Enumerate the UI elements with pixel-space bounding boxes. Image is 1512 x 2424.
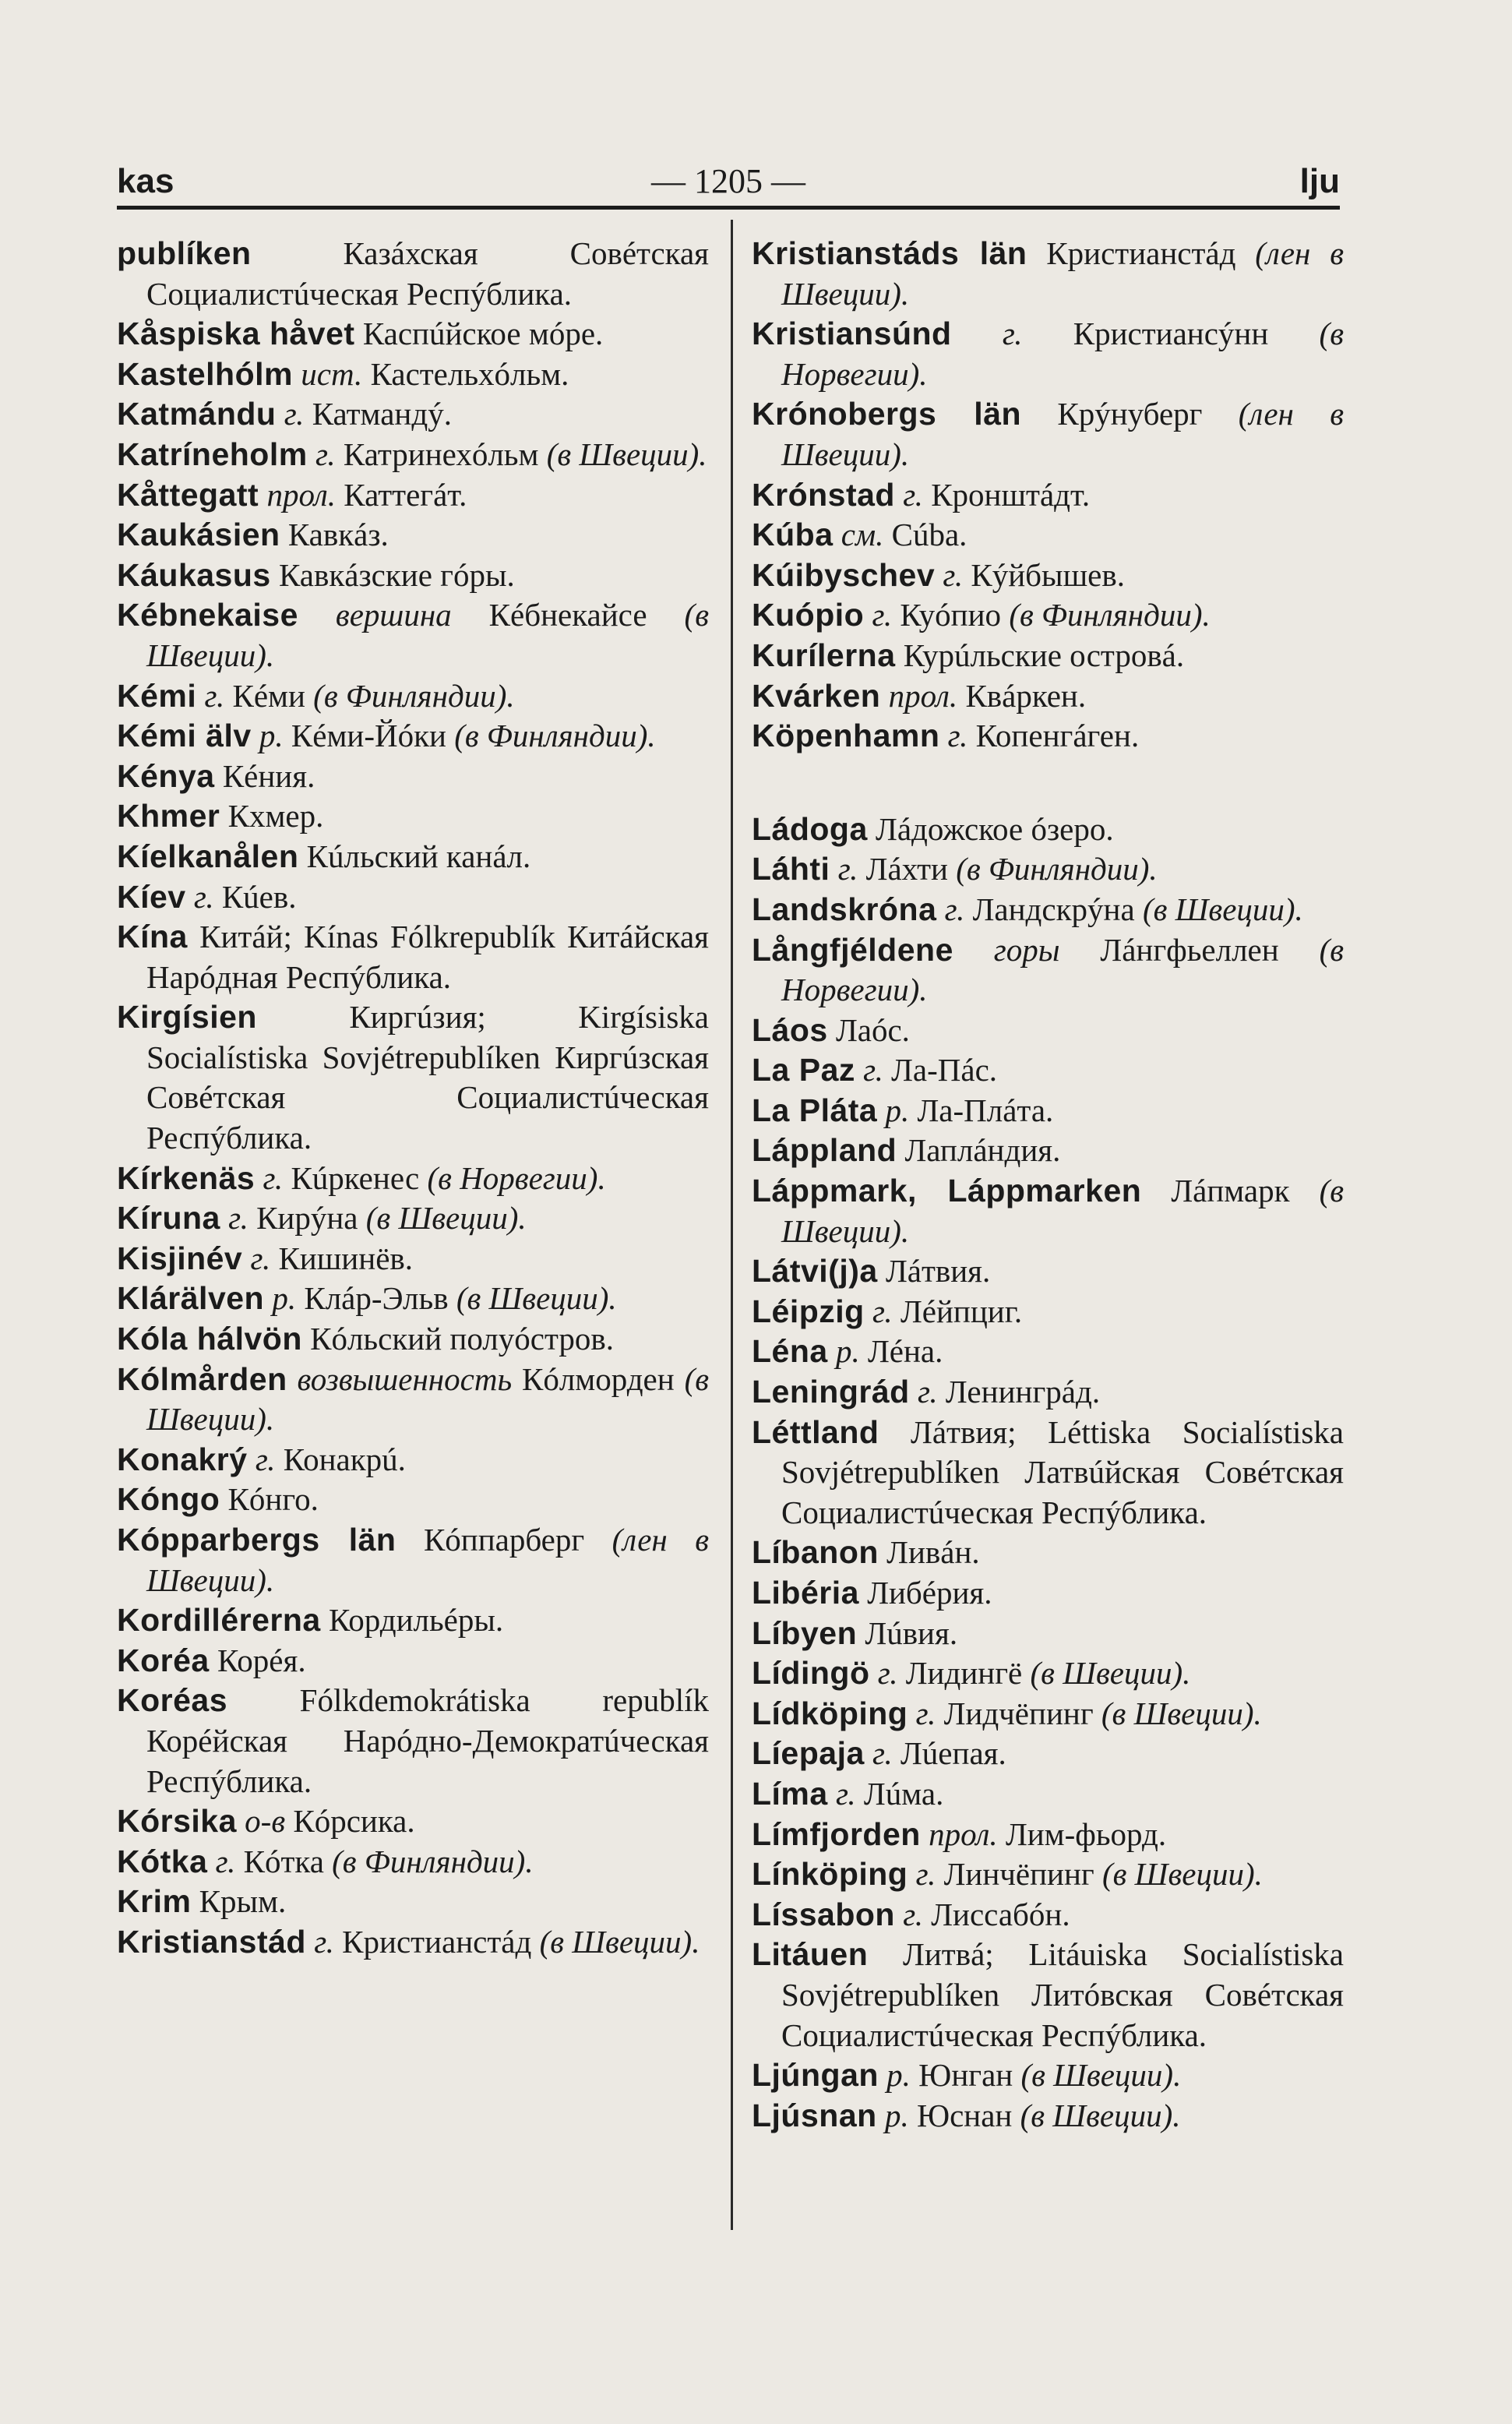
entry-headword: Kíev	[117, 878, 186, 915]
entry-headword: Kótka	[117, 1843, 208, 1879]
dictionary-entry	[752, 890, 1344, 930]
dictionary-entry	[117, 234, 709, 314]
entry-translation: Лим-фьорд.	[1005, 1815, 1167, 1852]
right-column	[752, 234, 1344, 2136]
dictionary-entry	[117, 1319, 709, 1360]
dictionary-entry	[117, 837, 709, 877]
dictionary-entry	[117, 475, 709, 516]
entry-abbreviation: г.	[215, 1843, 236, 1879]
entry-headword: Kristianstád	[117, 1923, 306, 1960]
entry-translation: Лáхти	[865, 851, 948, 887]
dictionary-entry	[117, 355, 709, 395]
dictionary-entry	[117, 595, 709, 676]
entry-headword: Líssabon	[752, 1896, 895, 1932]
entry-headword: Kristiansúnd	[752, 316, 952, 352]
entry-note: (в Норвегии).	[427, 1159, 606, 1196]
entry-translation: Китáй; Kínas Fólkrepublík Китáйская Нарóдная Респýблика.	[146, 919, 709, 995]
entry-translation: Квáркен.	[965, 677, 1087, 714]
entry-abbreviation: г.	[915, 1856, 936, 1893]
dictionary-entry	[752, 1131, 1344, 1171]
entry-abbreviation: г.	[263, 1159, 284, 1196]
entry-headword: Kirgísien	[117, 999, 257, 1036]
dictionary-entry	[752, 1372, 1344, 1413]
entry-headword: Kaukásien	[117, 517, 280, 553]
entry-headword: Khmer	[117, 798, 220, 834]
entry-headword: Ljúngan	[752, 2057, 879, 2094]
entry-headword: Léttland	[752, 1413, 879, 1450]
entry-abbreviation: р.	[259, 718, 284, 754]
entry-note: (в Швеции).	[365, 1200, 527, 1237]
entry-translation: Кóтка	[243, 1843, 324, 1879]
dictionary-entry	[117, 1801, 709, 1842]
entry-abbreviation: г.	[1002, 316, 1023, 352]
entry-abbreviation: прол.	[266, 476, 337, 513]
entry-note: (в Швеции).	[1030, 1655, 1191, 1692]
dictionary-entry	[117, 1882, 709, 1922]
entry-abbreviation: г.	[255, 1441, 276, 1477]
entry-translation: Лáтвия; Léttiska Socialístiska Sovjétrepublíken Латвúйская Совéтская Социалистúческая Респýблика.	[781, 1413, 1345, 1530]
entry-headword: Kristianstáds län	[752, 235, 1027, 271]
entry-abbreviation: см.	[841, 517, 884, 553]
entry-note: (в Финляндии).	[332, 1843, 534, 1879]
dictionary-entry	[752, 394, 1344, 475]
entry-headword: Líma	[752, 1775, 828, 1812]
entry-headword: Kúibyschev	[752, 556, 936, 593]
dictionary-entry	[752, 930, 1344, 1011]
entry-translation: Кéния.	[222, 757, 315, 794]
dictionary-entry	[752, 636, 1344, 676]
entry-headword: Kémi älv	[117, 718, 252, 754]
entry-translation: Юнган	[918, 2057, 1013, 2094]
entry-headword: Kóla hálvön	[117, 1321, 302, 1357]
dictionary-entry	[752, 2096, 1344, 2136]
column-divider	[731, 220, 733, 2230]
dictionary-entry	[117, 1279, 709, 1319]
dictionary-entry	[117, 556, 709, 596]
entry-abbreviation: г.	[872, 1293, 893, 1329]
entry-headword: Krim	[117, 1883, 192, 1920]
dictionary-entry	[752, 1533, 1344, 1573]
entry-note: (в Норвегии).	[781, 316, 1344, 392]
entry-abbreviation: г.	[917, 1374, 938, 1410]
entry-headword: Konakrý	[117, 1441, 248, 1477]
entry-abbreviation: г.	[903, 476, 923, 513]
entry-abbreviation: вершина	[335, 597, 452, 633]
entry-headword: Litáuen	[752, 1936, 869, 1973]
entry-translation: Кордильéры.	[328, 1602, 504, 1639]
right-column-l-section	[752, 810, 1344, 2136]
entry-translation: Fólkdemokrátiska republík Корéйская Нарóдно-Демократúческая Респýблика.	[146, 1682, 709, 1799]
entry-translation: Лидчёпинг	[943, 1695, 1094, 1731]
entry-translation: Лéйпциг.	[900, 1293, 1023, 1329]
entry-note: (в Швеции).	[146, 597, 709, 673]
entry-translation: Кóппарберг	[423, 1522, 585, 1558]
dictionary-entry	[117, 1641, 709, 1681]
dictionary-entry	[752, 676, 1344, 717]
entry-headword: Kastelhólm	[117, 355, 293, 392]
entry-headword: Kíruna	[117, 1200, 220, 1237]
entry-abbreviation: возвышенность	[297, 1360, 513, 1397]
entry-note: (в Швеции).	[781, 1173, 1345, 1249]
dictionary-entry	[752, 1935, 1344, 2055]
dictionary-entry	[752, 1251, 1344, 1292]
entry-headword: Láos	[752, 1011, 828, 1048]
entry-note: (в Финляндии).	[1009, 597, 1211, 633]
entry-translation: Лиссабóн.	[931, 1896, 1070, 1932]
entry-headword: Kémi	[117, 677, 197, 714]
entry-translation: Лúма.	[863, 1775, 944, 1812]
dictionary-entry	[752, 1011, 1344, 1051]
entry-translation: Конакрú.	[283, 1441, 406, 1477]
entry-translation: Кéми	[232, 677, 305, 714]
entry-headword: Kisjinév	[117, 1240, 243, 1276]
dictionary-entry	[752, 556, 1344, 596]
entry-headword: Koréas	[117, 1682, 228, 1719]
entry-headword: Límfjorden	[752, 1815, 921, 1852]
dictionary-entry	[117, 676, 709, 717]
dictionary-entry	[117, 1480, 709, 1520]
entry-translation: Клáр-Эльв	[304, 1280, 449, 1317]
entry-translation: Литвá; Litáuiska Socialístiska Sovjétrepublíken Литóвская Совéтская Социалистúческая Респýблика.	[781, 1936, 1344, 2053]
entry-headword: Láhti	[752, 851, 830, 887]
entry-abbreviation: р.	[835, 1333, 860, 1370]
entry-abbreviation: г.	[872, 597, 893, 633]
entry-note: (в Финляндии).	[313, 677, 515, 714]
dictionary-entry	[752, 1774, 1344, 1815]
entry-translation: Лáдожское óзеро.	[876, 810, 1114, 847]
entry-headword: Kurílerna	[752, 637, 896, 673]
entry-abbreviation: ист.	[301, 355, 363, 392]
entry-abbreviation: г.	[915, 1695, 936, 1731]
entry-headword: Kúba	[752, 517, 834, 553]
dictionary-entry	[117, 917, 709, 997]
dictionary-entry	[752, 1734, 1344, 1774]
entry-abbreviation: г.	[250, 1240, 271, 1276]
entry-note: (лен в Швеции).	[781, 235, 1345, 312]
entry-translation: Кýйбышев.	[971, 556, 1125, 593]
entry-abbreviation: г.	[204, 677, 225, 714]
dictionary-entry	[117, 1600, 709, 1641]
dictionary-entry	[117, 997, 709, 1158]
entry-translation: Ленингрáд.	[945, 1374, 1101, 1410]
entry-translation: Кéбнекайсе	[488, 597, 647, 633]
entry-headword: Kírkenäs	[117, 1159, 256, 1196]
entry-headword: Kólmården	[117, 1360, 287, 1397]
entry-translation: Кóльский полуóстров.	[310, 1321, 614, 1357]
entry-headword: Kénya	[117, 757, 215, 794]
entry-translation: Лúепая.	[901, 1735, 1006, 1772]
entry-translation: Лáтвия.	[885, 1253, 991, 1290]
dictionary-entry	[117, 1842, 709, 1882]
dictionary-entry	[752, 1413, 1344, 1533]
entry-translation: Кристианстáд	[1046, 235, 1236, 271]
entry-translation: Кавкáз.	[287, 517, 389, 553]
entry-translation: Лéна.	[867, 1333, 943, 1370]
entry-translation: Кхмер.	[227, 798, 324, 834]
dictionary-entry	[752, 1614, 1344, 1654]
entry-headword: Kópparbergs län	[117, 1522, 397, 1558]
dictionary-entry	[117, 757, 709, 797]
entry-note: (в Швеции).	[456, 1280, 617, 1317]
entry-headword: Lídköping	[752, 1695, 908, 1731]
dictionary-entry	[117, 1159, 709, 1199]
entry-note: (в Норвегии).	[781, 931, 1345, 1008]
dictionary-entry	[752, 716, 1344, 757]
entry-translation: Кавкáзские гóры.	[278, 556, 515, 593]
dictionary-entry	[117, 435, 709, 475]
entry-abbreviation: г.	[903, 1896, 923, 1932]
entry-abbreviation: г.	[863, 1052, 883, 1089]
dictionary-entry	[752, 595, 1344, 636]
entry-headword: Káukasus	[117, 556, 271, 593]
entry-translation: Линчёпинг	[943, 1856, 1094, 1893]
entry-translation: Лидингё	[905, 1655, 1023, 1692]
entry-translation: Кéми-Йóки	[291, 718, 446, 754]
dictionary-entry	[752, 1091, 1344, 1131]
entry-headword: Kordillérerna	[117, 1602, 321, 1639]
entry-headword: Kórsika	[117, 1803, 237, 1840]
entry-note: (в Швеции).	[1020, 2097, 1181, 2133]
right-column-k-section	[752, 234, 1344, 757]
entry-translation: Катринехóльм	[343, 436, 539, 472]
entry-abbreviation: г.	[193, 878, 214, 915]
entry-translation: Либéрия.	[867, 1575, 992, 1611]
dictionary-entry	[117, 515, 709, 556]
entry-headword: Ládoga	[752, 810, 868, 847]
entry-headword: Långfjéldene	[752, 931, 953, 968]
entry-translation: Кóлморден	[521, 1360, 675, 1397]
entry-note: (в Швеции).	[539, 1923, 700, 1960]
dictionary-entry	[752, 475, 1344, 516]
entry-translation: Кúев.	[221, 878, 297, 915]
dictionary-entry	[117, 1360, 709, 1440]
dictionary-entry	[117, 1520, 709, 1600]
entry-translation: Копенгáген.	[975, 718, 1140, 754]
dictionary-entry	[752, 849, 1344, 890]
entry-note: (в Швеции).	[1101, 1856, 1263, 1893]
entry-translation: Кóнго.	[227, 1481, 319, 1518]
entry-headword: Láppmark, Láppmarken	[752, 1173, 1142, 1209]
dictionary-entry	[752, 1573, 1344, 1614]
entry-translation: Кирýна	[256, 1200, 358, 1237]
entry-translation: Катмандý.	[312, 396, 452, 432]
entry-abbreviation: г.	[315, 436, 336, 472]
entry-note: (в Швеции).	[1142, 891, 1303, 927]
running-header	[117, 160, 1340, 210]
entry-translation: Ландскрýна	[972, 891, 1135, 927]
entry-translation: Кишинёв.	[278, 1240, 414, 1276]
entry-abbreviation: р.	[885, 1092, 910, 1128]
entry-headword: Kóngo	[117, 1481, 220, 1518]
dictionary-entry	[117, 716, 709, 757]
entry-translation: Корéя.	[217, 1642, 306, 1678]
entry-headword: Kvárken	[752, 677, 881, 714]
dictionary-entry	[117, 1681, 709, 1801]
entry-headword: Látvi(j)a	[752, 1253, 878, 1290]
entry-headword: Líepaja	[752, 1735, 865, 1772]
dictionary-entry	[752, 1694, 1344, 1734]
dictionary-entry	[117, 1239, 709, 1279]
dictionary-entry	[752, 1332, 1344, 1372]
entry-translation: Лаóс.	[835, 1011, 910, 1048]
entry-headword: Kébnekaise	[117, 597, 298, 633]
entry-headword: Kåttegatt	[117, 476, 259, 513]
entry-headword: Klárälven	[117, 1280, 265, 1317]
dictionary-entry	[752, 1895, 1344, 1935]
page-number: — 1205 —	[651, 162, 805, 200]
dictionary-entry	[752, 1050, 1344, 1091]
dictionary-entry	[752, 1171, 1344, 1251]
dictionary-entry	[117, 877, 709, 918]
entry-translation: Каттегáт.	[344, 476, 467, 513]
entry-abbreviation: г.	[943, 556, 964, 593]
entry-translation: Киргúзия; Kirgísiska Socialístiska Sovjétrepublíken Киргúзская Совéтская Социалистúческая Респýблика.	[146, 999, 710, 1156]
entry-note: (лен в Швеции).	[146, 1522, 709, 1598]
entry-note: (в Швеции).	[1020, 2057, 1182, 2094]
entry-headword: Léna	[752, 1333, 828, 1370]
entry-headword: Líbanon	[752, 1534, 879, 1571]
dictionary-entry	[117, 314, 709, 355]
entry-abbreviation: г.	[314, 1923, 334, 1960]
entry-headword: Léipzig	[752, 1293, 865, 1329]
entry-translation: Ла-Пáс.	[891, 1052, 998, 1089]
entry-headword: Katmándu	[117, 396, 277, 432]
entry-translation: Юснан	[916, 2097, 1013, 2133]
entry-translation: Лаплáндия.	[904, 1132, 1061, 1169]
entry-abbreviation: прол.	[888, 677, 958, 714]
entry-headword: Köpenhamn	[752, 718, 940, 754]
entry-abbreviation: прол.	[929, 1815, 998, 1852]
entry-note: (в Финляндии).	[454, 718, 656, 754]
dictionary-entry	[752, 1292, 1344, 1332]
entry-abbreviation: г.	[877, 1655, 898, 1692]
entry-abbreviation: р.	[272, 1280, 297, 1317]
dictionary-entry	[752, 234, 1344, 314]
dictionary-entry	[117, 1198, 709, 1239]
dictionary-entry	[752, 810, 1344, 850]
entry-note: (в Финляндии).	[956, 851, 1158, 887]
entry-headword: La Paz	[752, 1052, 855, 1089]
entry-note: (лен в Швеции).	[781, 396, 1345, 472]
entry-abbreviation: р.	[886, 2057, 911, 2094]
entry-abbreviation: горы	[993, 931, 1060, 968]
entry-translation: Кастельхóльм.	[370, 355, 569, 392]
dictionary-entry	[117, 1440, 709, 1480]
entry-headword: Líbyen	[752, 1614, 858, 1651]
entry-headword: Kåspiska håvet	[117, 316, 355, 352]
dictionary-entry	[117, 1922, 709, 1963]
entry-abbreviation: г.	[228, 1200, 248, 1237]
entry-translation: Ливáн.	[886, 1534, 980, 1571]
entry-translation: Курúльские островá.	[903, 637, 1185, 673]
entry-note: (в Швеции).	[1101, 1695, 1262, 1731]
dictionary-entry	[752, 314, 1344, 394]
entry-translation: Кúльский канáл.	[306, 838, 531, 874]
entry-translation: Ла-Плáта.	[917, 1092, 1054, 1128]
entry-headword: Koréa	[117, 1642, 210, 1678]
entry-headword: Kuópio	[752, 597, 865, 633]
entry-translation: Крым.	[199, 1883, 287, 1920]
entry-headword: Kíelkanålen	[117, 838, 299, 874]
entry-note: (в Швеции).	[146, 1360, 710, 1438]
entry-translation: Кристиансýнн	[1073, 316, 1269, 352]
entry-headword: La Pláta	[752, 1092, 878, 1128]
dictionary-entry	[752, 1854, 1344, 1895]
entry-headword: Krónstad	[752, 476, 895, 513]
entry-headword: Lídingö	[752, 1655, 870, 1692]
entry-translation: Лáнгфьеллен	[1100, 931, 1279, 968]
entry-abbreviation: г.	[837, 851, 858, 887]
header-left-guide: kas	[117, 162, 174, 200]
entry-abbreviation: г.	[944, 891, 965, 927]
entry-headword: Línköping	[752, 1856, 908, 1893]
entry-translation: Крýнуберг	[1057, 396, 1203, 432]
header-right-guide: lju	[1299, 162, 1340, 200]
entry-translation: Кристианстáд	[342, 1923, 532, 1960]
entry-headword: Krónobergs län	[752, 396, 1022, 432]
entry-abbreviation: г.	[947, 718, 968, 754]
entry-headword: publíken	[117, 235, 252, 271]
entry-headword: Láppland	[752, 1132, 897, 1169]
entry-abbreviation: р.	[884, 2097, 909, 2133]
entry-translation: Кúркенес	[291, 1159, 420, 1196]
dictionary-entry	[752, 1653, 1344, 1694]
dictionary-entry	[752, 1815, 1344, 1855]
dictionary-entry	[752, 515, 1344, 556]
section-gap	[752, 757, 1344, 810]
dictionary-entry	[117, 796, 709, 837]
entry-headword: Ljúsnan	[752, 2097, 877, 2133]
entry-headword: Landskróna	[752, 891, 937, 927]
entry-translation: Cúba.	[891, 517, 967, 553]
dictionary-entry	[752, 2055, 1344, 2096]
entry-translation: Кóрсика.	[293, 1803, 415, 1840]
left-column	[117, 234, 709, 1963]
entry-headword: Kína	[117, 919, 188, 955]
entry-translation: Лáпмарк	[1171, 1173, 1290, 1209]
entry-abbreviation: о-в	[245, 1803, 286, 1840]
entry-note: (в Швеции).	[546, 436, 707, 472]
entry-abbreviation: г.	[872, 1735, 893, 1772]
dictionary-entry	[117, 394, 709, 435]
entry-headword: Katríneholm	[117, 436, 308, 472]
entry-translation: Каспúйское мóре.	[362, 316, 604, 352]
entry-abbreviation: г.	[284, 396, 305, 432]
entry-headword: Leningrád	[752, 1374, 910, 1410]
entry-headword: Libéria	[752, 1575, 859, 1611]
entry-translation: Куóпио	[900, 597, 1002, 633]
entry-translation: Казáхская Совéтская Социалистúческая Респýблика.	[146, 235, 709, 312]
header-rule	[117, 206, 1340, 210]
entry-translation: Кронштáдт.	[931, 476, 1091, 513]
entry-abbreviation: г.	[835, 1775, 856, 1812]
entry-translation: Лúвия.	[865, 1614, 958, 1651]
